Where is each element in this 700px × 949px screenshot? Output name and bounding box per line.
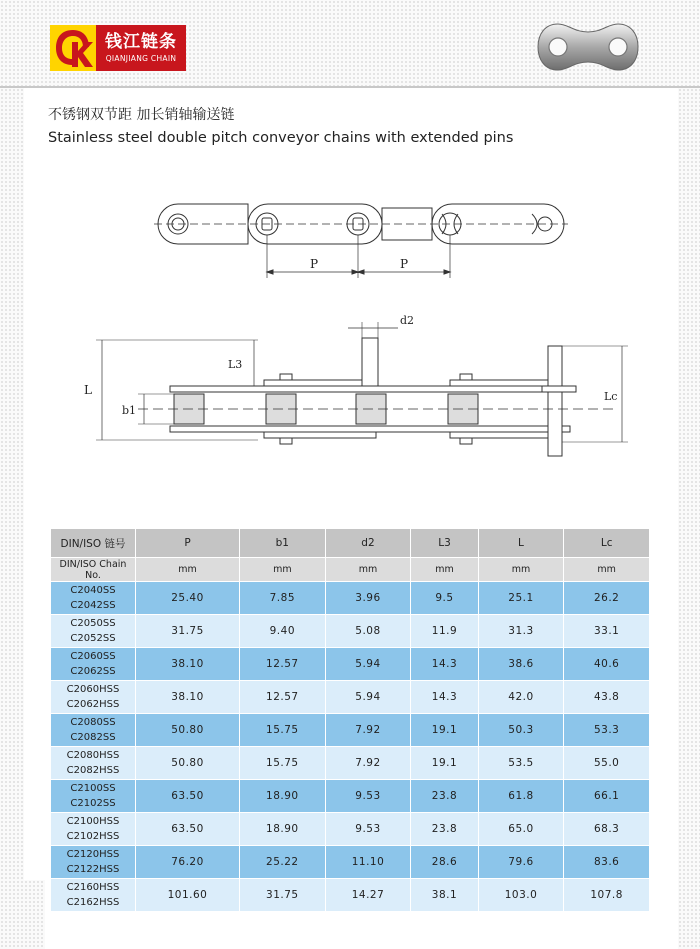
value-cell: 9.40 [240,615,326,648]
table-row [51,681,650,714]
value-cell: 25.1 [478,582,564,615]
unit-d2: mm [325,558,411,582]
qianjiang-logo-icon [50,25,96,71]
value-cell: 33.1 [564,615,650,648]
L3-label: L3 [228,358,243,371]
header-b1: b1 [240,529,326,558]
chain-no: C2102HSS [66,831,120,842]
value-cell: 79.6 [478,846,564,879]
value-cell: 40.6 [564,648,650,681]
value-cell: 50.80 [136,747,240,780]
brand-name-en: QIANJIANG CHAIN [105,54,177,63]
value-cell: 53.5 [478,747,564,780]
value-cell: 5.94 [325,681,411,714]
chain-no: C2062HSS [66,699,120,710]
unit-l: mm [478,558,564,582]
unit-b1: mm [240,558,326,582]
value-cell: 31.75 [136,615,240,648]
chain-no: C2040SS [70,585,116,596]
right-dotted-strip [678,88,700,949]
value-cell: 76.20 [136,846,240,879]
chain-no: C2120HSS [66,849,120,860]
chain-no: C2102SS [70,798,116,809]
chain-no: C2082HSS [66,765,120,776]
chain-side-view-diagram [78,310,638,460]
value-cell: 19.1 [411,747,478,780]
brand-logo [50,25,186,71]
brand-text [96,25,186,71]
L-label: L [84,383,92,397]
value-cell: 68.3 [564,813,650,846]
value-cell: 43.8 [564,681,650,714]
table-row [51,714,650,747]
value-cell: 7.92 [325,747,411,780]
chain-no-cell [51,780,136,813]
header-l: L [478,529,564,558]
chain-no-cell [51,879,136,912]
value-cell: 3.96 [325,582,411,615]
chain-no: C2050SS [70,618,116,629]
value-cell: 63.50 [136,780,240,813]
chain-no: C2080SS [70,717,116,728]
value-cell: 31.3 [478,615,564,648]
unit-l3: mm [411,558,478,582]
value-cell: 83.6 [564,846,650,879]
chain-no: C2052SS [70,633,116,644]
d2-label: d2 [400,314,415,327]
Lc-label: Lc [604,390,618,403]
chain-link-plate-icon [536,22,640,72]
b1-label: b1 [122,404,137,417]
value-cell: 14.3 [411,648,478,681]
header-d2: d2 [325,529,411,558]
value-cell: 7.92 [325,714,411,747]
value-cell: 31.75 [240,879,326,912]
title-chinese: 不锈钢双节距 加长销轴输送链 [48,107,235,123]
value-cell: 38.10 [136,648,240,681]
value-cell: 5.08 [325,615,411,648]
value-cell: 53.3 [564,714,650,747]
value-cell: 14.27 [325,879,411,912]
value-cell: 9.53 [325,780,411,813]
header-l3: L3 [411,529,478,558]
bottom-left-dotted-corner [0,880,45,949]
pitch-label-1: P [310,257,319,271]
chain-no-cell [51,648,136,681]
chain-no: C2100SS [70,783,116,794]
unit-p: mm [136,558,240,582]
value-cell: 107.8 [564,879,650,912]
table-row [51,648,650,681]
value-cell: 103.0 [478,879,564,912]
value-cell: 23.8 [411,813,478,846]
value-cell: 25.22 [240,846,326,879]
value-cell: 28.6 [411,846,478,879]
value-cell: 11.9 [411,615,478,648]
value-cell: 7.85 [240,582,326,615]
pitch-label-2: P [400,257,409,271]
table-row [51,582,650,615]
value-cell: 5.94 [325,648,411,681]
chain-no-cell [51,747,136,780]
left-dotted-strip [0,88,24,949]
value-cell: 18.90 [240,813,326,846]
value-cell: 63.50 [136,813,240,846]
chain-no-cell [51,846,136,879]
chain-no: C2162HSS [66,897,120,908]
value-cell: 12.57 [240,648,326,681]
value-cell: 14.3 [411,681,478,714]
table-row [51,813,650,846]
chain-no: C2100HSS [66,816,120,827]
header-chain-no: DIN/ISO 链号 [51,529,136,558]
chain-no: C2060HSS [66,684,120,695]
chain-no: C2122HSS [66,864,120,875]
chain-no-cell [51,615,136,648]
chain-no: C2042SS [70,600,116,611]
value-cell: 19.1 [411,714,478,747]
table-row [51,879,650,912]
chain-no-cell [51,582,136,615]
value-cell: 50.3 [478,714,564,747]
value-cell: 9.5 [411,582,478,615]
table-row [51,615,650,648]
table-row [51,846,650,879]
value-cell: 15.75 [240,747,326,780]
unit-chain-no: DIN/ISO Chain No. [51,558,136,582]
chain-no: C2080HSS [66,750,120,761]
value-cell: 61.8 [478,780,564,813]
value-cell: 26.2 [564,582,650,615]
chain-no: C2062SS [70,666,116,677]
value-cell: 42.0 [478,681,564,714]
table-row [51,780,650,813]
value-cell: 11.10 [325,846,411,879]
value-cell: 50.80 [136,714,240,747]
value-cell: 25.40 [136,582,240,615]
value-cell: 23.8 [411,780,478,813]
value-cell: 15.75 [240,714,326,747]
value-cell: 9.53 [325,813,411,846]
brand-name-cn: 钱江链条 [105,32,177,52]
value-cell: 12.57 [240,681,326,714]
chain-no: C2082SS [70,732,116,743]
header-p: P [136,529,240,558]
chain-top-view-diagram [150,190,570,290]
chain-no-cell [51,813,136,846]
spec-table [50,528,650,912]
table-units-row [51,558,650,582]
value-cell: 38.1 [411,879,478,912]
title-english: Stainless steel double pitch conveyor chains with extended pins [48,130,514,146]
value-cell: 18.90 [240,780,326,813]
table-header-row [51,529,650,558]
value-cell: 65.0 [478,813,564,846]
chain-no-cell [51,714,136,747]
table-row [51,747,650,780]
value-cell: 55.0 [564,747,650,780]
chain-no-cell [51,681,136,714]
value-cell: 38.6 [478,648,564,681]
unit-lc: mm [564,558,650,582]
chain-no: C2060SS [70,651,116,662]
header-lc: Lc [564,529,650,558]
value-cell: 101.60 [136,879,240,912]
value-cell: 66.1 [564,780,650,813]
value-cell: 38.10 [136,681,240,714]
chain-no: C2160HSS [66,882,120,893]
